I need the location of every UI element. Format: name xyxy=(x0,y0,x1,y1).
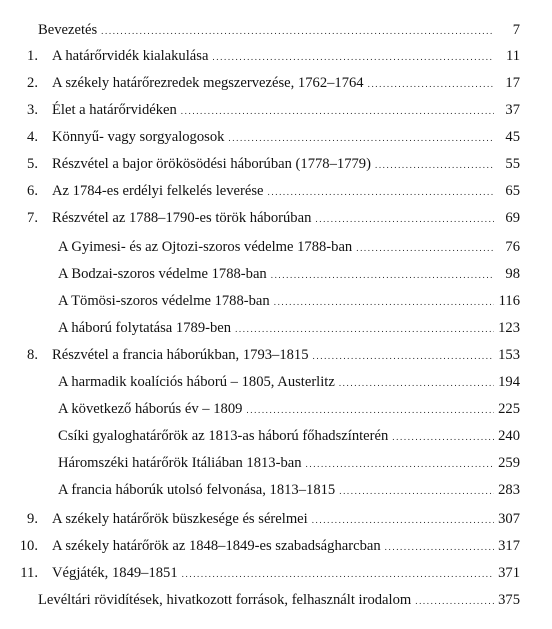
toc-entry-page: 194 xyxy=(498,374,520,390)
dot-leader xyxy=(368,72,494,96)
toc-entry-title: A székely határőrök az 1848–1849-es szabadságharcban xyxy=(52,538,381,554)
toc-entry-title: A határőrvidék kialakulása xyxy=(52,48,209,64)
toc-entry-title: Az 1784-es erdélyi felkelés leverése xyxy=(52,183,264,199)
dot-leader xyxy=(356,236,494,260)
dot-leader xyxy=(385,535,494,559)
toc-entry[interactable] xyxy=(0,18,552,42)
toc-entry-title: Végjáték, 1849–1851 xyxy=(52,565,178,581)
toc-subentry[interactable] xyxy=(0,478,552,502)
toc-entry[interactable] xyxy=(0,44,552,68)
toc-entry-title: Bevezetés xyxy=(38,22,98,38)
toc-entry[interactable] xyxy=(0,534,552,558)
dot-leader xyxy=(274,290,494,314)
toc-entry-page: 69 xyxy=(505,210,520,226)
toc-entry-title: Részvétel az 1788–1790-es török háborúban xyxy=(52,210,312,226)
toc-subentry[interactable] xyxy=(0,316,552,340)
toc-entry-title: A francia háborúk utolsó felvonása, 1813–1815 xyxy=(58,482,336,498)
toc-entry-number: 5. xyxy=(27,156,38,172)
dot-leader xyxy=(312,508,494,532)
toc-entry-page: 55 xyxy=(505,156,520,172)
toc-entry-number: 3. xyxy=(27,102,38,118)
dot-leader xyxy=(212,45,494,69)
toc-entry-page: 259 xyxy=(498,455,520,471)
dot-leader xyxy=(375,153,494,177)
toc-entry-number: 7. xyxy=(27,210,38,226)
toc-entry-page: 371 xyxy=(498,565,520,581)
toc-entry-number: 8. xyxy=(27,347,38,363)
toc-entry-page: 76 xyxy=(505,239,520,255)
toc-subentry[interactable] xyxy=(0,370,552,394)
toc-entry-number: 1. xyxy=(27,48,38,64)
toc-subentry[interactable] xyxy=(0,451,552,475)
dot-leader xyxy=(235,317,494,341)
dot-leader xyxy=(415,589,494,613)
dot-leader xyxy=(315,207,494,231)
toc-entry[interactable] xyxy=(0,206,552,230)
toc-entry-title: Háromszéki határőrök Itáliában 1813-ban xyxy=(58,455,302,471)
dot-leader xyxy=(339,479,494,503)
toc-entry-page: 225 xyxy=(498,401,520,417)
dot-leader xyxy=(268,180,494,204)
toc-entry-page: 283 xyxy=(498,482,520,498)
dot-leader xyxy=(392,425,494,449)
dot-leader xyxy=(181,99,494,123)
toc-entry-title: A harmadik koalíciós háború – 1805, Austerlitz xyxy=(58,374,335,390)
toc-entry-page: 65 xyxy=(505,183,520,199)
toc-entry-page: 307 xyxy=(498,511,520,527)
toc-subentry[interactable] xyxy=(0,397,552,421)
toc-entry-page: 240 xyxy=(498,428,520,444)
toc-entry[interactable] xyxy=(0,179,552,203)
toc-entry-number: 9. xyxy=(27,511,38,527)
toc-entry-page: 123 xyxy=(498,320,520,336)
toc-entry-title: Levéltári rövidítések, hivatkozott források, felhasznált irodalom xyxy=(38,592,412,608)
toc-entry-title: Élet a határőrvidéken xyxy=(52,102,177,118)
dot-leader xyxy=(271,263,494,287)
toc-entry-number: 2. xyxy=(27,75,38,91)
toc-entry[interactable] xyxy=(0,561,552,585)
toc-entry[interactable] xyxy=(0,343,552,367)
toc-entry-page: 11 xyxy=(505,48,520,64)
toc-entry-title: A székely határőrök büszkesége és sérelmei xyxy=(52,511,308,527)
dot-leader xyxy=(306,452,494,476)
toc-entry-page: 153 xyxy=(498,347,520,363)
toc-entry-number: 11. xyxy=(20,565,38,581)
toc-entry-title: A székely határőrezredek megszervezése, 1762–1764 xyxy=(52,75,364,91)
toc-subentry[interactable] xyxy=(0,424,552,448)
toc-entry-page: 45 xyxy=(505,129,520,145)
toc-entry-title: Részvétel a bajor örökösödési háborúban (1778–1779) xyxy=(52,156,371,172)
toc-entry-page: 116 xyxy=(498,293,520,309)
toc-entry-title: Csíki gyaloghatárőrök az 1813-as háború főhadszínterén xyxy=(58,428,389,444)
toc-entry-title: A Tömösi-szoros védelme 1788-ban xyxy=(58,293,270,309)
toc-entry-title: Részvétel a francia háborúkban, 1793–1815 xyxy=(52,347,309,363)
dot-leader xyxy=(101,19,494,43)
toc-entry-page: 375 xyxy=(498,592,520,608)
dot-leader xyxy=(339,371,494,395)
toc-subentry[interactable] xyxy=(0,262,552,286)
dot-leader xyxy=(246,398,494,422)
toc-entry[interactable] xyxy=(0,125,552,149)
dot-leader xyxy=(228,126,494,150)
dot-leader xyxy=(313,344,494,368)
toc-entry-page: 17 xyxy=(505,75,520,91)
toc-entry-page: 317 xyxy=(498,538,520,554)
toc-entry[interactable] xyxy=(0,71,552,95)
toc-entry-page: 7 xyxy=(512,22,520,38)
toc-entry[interactable] xyxy=(0,98,552,122)
toc-entry-number: 6. xyxy=(27,183,38,199)
toc-subentry[interactable] xyxy=(0,289,552,313)
toc-entry-title: A háború folytatása 1789-ben xyxy=(58,320,232,336)
dot-leader xyxy=(182,562,494,586)
toc-entry-title: A következő háborús év – 1809 xyxy=(58,401,243,417)
toc-entry-title: A Gyimesi- és az Ojtozi-szoros védelme 1788-ban xyxy=(58,239,353,255)
toc-entry-page: 37 xyxy=(505,102,520,118)
toc-entry-title: Könnyű- vagy sorgyalogosok xyxy=(52,129,225,145)
toc-subentry[interactable] xyxy=(0,235,552,259)
toc-entry[interactable] xyxy=(0,152,552,176)
toc-entry[interactable] xyxy=(0,507,552,531)
toc-entry-page: 98 xyxy=(505,266,520,282)
toc-entry[interactable] xyxy=(0,588,552,612)
toc-entry-title: A Bodzai-szoros védelme 1788-ban xyxy=(58,266,267,282)
toc-entry-number: 10. xyxy=(19,538,38,554)
toc-entry-number: 4. xyxy=(27,129,38,145)
